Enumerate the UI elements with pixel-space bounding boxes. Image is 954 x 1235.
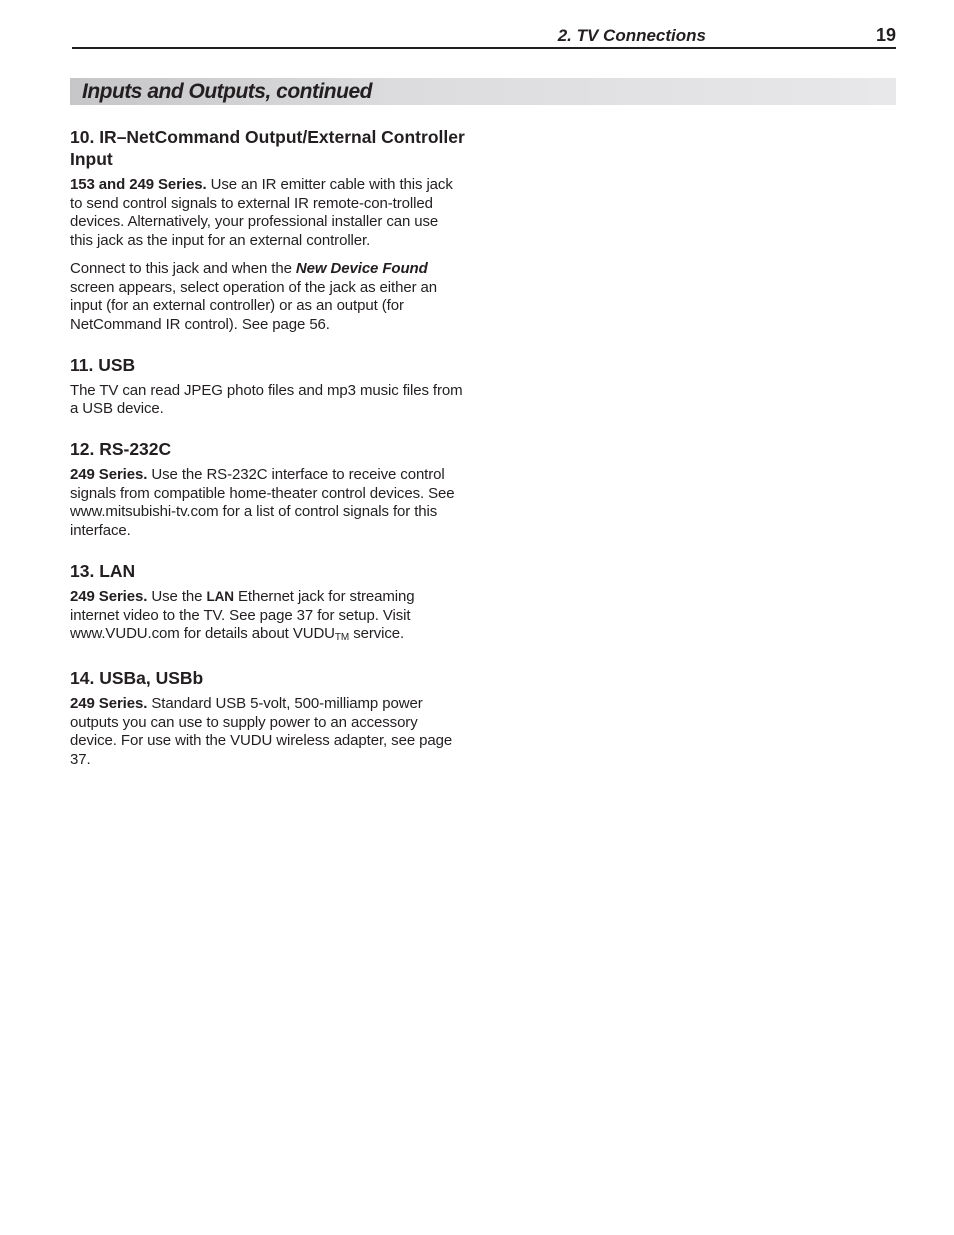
item-paragraph [70, 466, 465, 541]
series-label: 249 Series. [70, 587, 148, 605]
paragraph-text: service. [349, 625, 405, 643]
jack-label: LAN [206, 588, 234, 604]
screen-name: New Device Found [295, 259, 428, 277]
item-ir-netcommand [70, 126, 465, 335]
item-heading: 14. USBa, USBb [70, 667, 204, 688]
section-title: Inputs and Outputs, continued [82, 80, 372, 103]
paragraph-text: Standard USB 5-volt, 500-milliamp power outputs you can use to supply power to an accessory device. For use with the VUDU wireless adapter, see page 37. [70, 694, 453, 769]
series-label: 153 and 249 Series. [70, 176, 207, 193]
item-usba-usbb [70, 667, 465, 770]
trademark-mark: TM [334, 632, 350, 644]
item-paragraph [70, 695, 465, 770]
item-paragraph [70, 260, 465, 335]
chapter-title: 2. TV Connections [557, 26, 706, 45]
paragraph-text: Use the RS-232C interface to receive control signals from compatible home-theater control devices. See www.mitsubishi-tv.com for a list of control signals for this interface. [70, 466, 455, 540]
item-usb [70, 354, 465, 419]
item-heading: 11. USB [70, 354, 136, 375]
item-lan [70, 560, 465, 648]
paragraph-text: The TV can read JPEG photo files and mp3 music files from a USB device. [70, 381, 463, 418]
item-heading: 12. RS-232C [70, 439, 172, 460]
item-heading: 13. LAN [70, 560, 136, 581]
main-content [70, 126, 465, 770]
item-paragraph [70, 176, 465, 251]
series-label: 249 Series. [70, 466, 148, 484]
paragraph-text: screen appears, select operation of the jack as either an input (for an external controller) or as an output (for NetCommand IR control). See page 56. [70, 278, 438, 333]
page-number: 19 [875, 25, 896, 45]
section-title-bar [70, 78, 896, 105]
series-label: 249 Series. [70, 694, 148, 712]
paragraph-text: Use the [147, 587, 207, 605]
paragraph-text: Connect to this jack and when the [70, 259, 296, 277]
item-heading: 10. IR–NetCommand Output/External Controller Input [70, 127, 465, 169]
item-paragraph [70, 382, 465, 419]
paragraph-text: Use an IR emitter cable with this jack to send control signals to external IR remote-con-trolled devices. Alternatively, your professional installer can use this jack as the input for an external controller. [70, 176, 453, 250]
item-rs232c [70, 438, 465, 541]
paragraph-text: Ethernet jack for streaming internet video to the TV. See page 37 for setup. Visit www.VUDU.com for details about VUDU [70, 587, 415, 643]
running-header [72, 26, 896, 49]
item-paragraph [70, 588, 465, 648]
